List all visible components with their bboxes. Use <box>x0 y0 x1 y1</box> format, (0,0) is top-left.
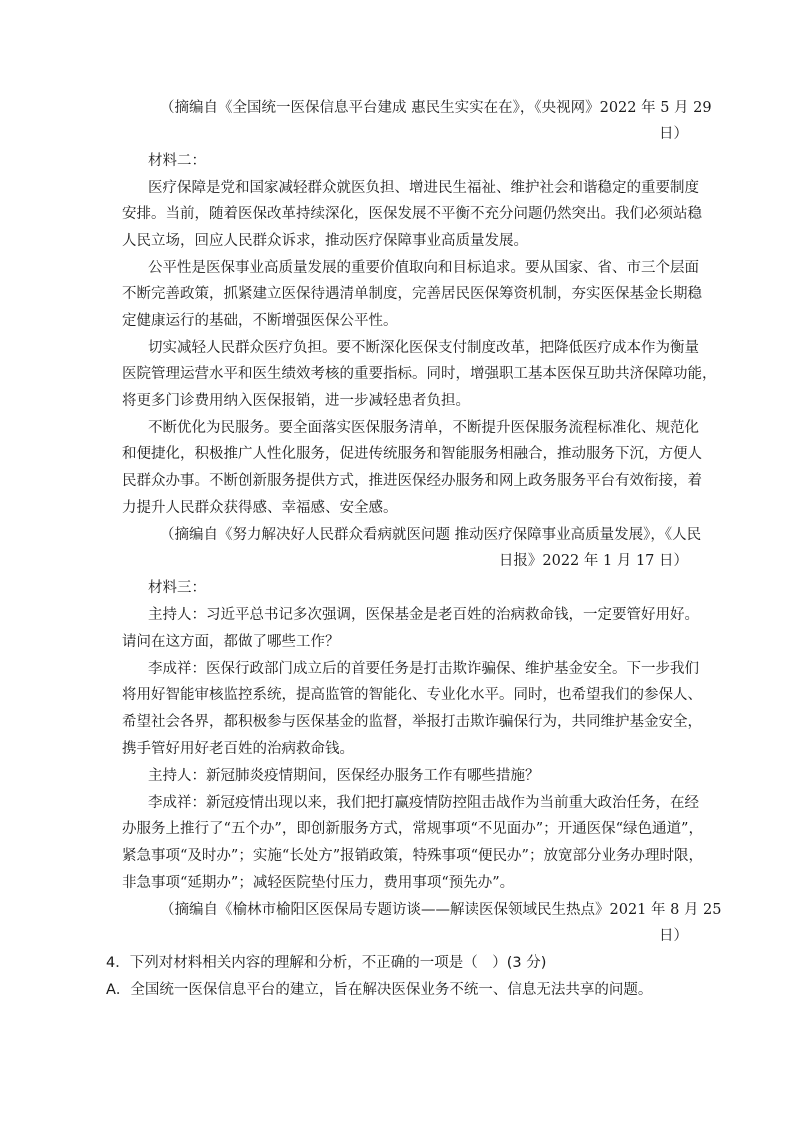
material3-p2-line4: 携手管好用好老百姓的治病救命钱。 <box>122 741 354 757</box>
question-stem: 4．下列对材料相关内容的理解和分析，不正确的一项是（ ）(3 分) <box>106 955 547 971</box>
material3-p2-line2: 将用好智能审核监控系统，提高监管的智能化、专业化水平。同时，也希望我们的参保人、 <box>122 687 702 703</box>
source3-line1: （摘编自《榆林市榆阳区医保局专题访谈——解读医保领域民生热点》2021 年 8 月 25 <box>160 902 722 918</box>
material3-p1-line2: 请问在这方面，都做了哪些工作？ <box>122 634 340 650</box>
material3-p2-line1: 李成祥：医保行政部门成立后的首要任务是打击欺诈骗保、维护基金安全。下一步我们 <box>148 661 699 677</box>
source1-line2: 日） <box>659 126 688 142</box>
material3-p4-line3: 紧急事项“及时办”；实施“长处方”报销政策，特殊事项“便民办”；放宽部分业务办理时限， <box>122 848 703 864</box>
material2-p2-line3: 定健康运行的基础，不断增强医保公平性。 <box>122 313 398 329</box>
material2-p4-line4: 力提升人民群众获得感、幸福感、安全感。 <box>122 500 398 516</box>
material2-p4-line3: 民群众办事。不断创新服务提供方式，推进医保经办服务和网上政务服务平台有效衔接，着 <box>122 473 702 489</box>
material3-p4-line2: 办服务上推行了“五个办”，即创新服务方式，常规事项“不见面办”；开通医保“绿色通道”， <box>122 821 703 837</box>
material2-p2-line2: 不断完善政策，抓紧建立医保待遇清单制度，完善居民医保筹资机制，夯实医保基金长期稳 <box>122 286 702 302</box>
material3-p4-line4: 非急事项“延期办”；减轻医院垫付压力，费用事项“预先办”。 <box>122 875 515 891</box>
material3-p2-line3: 希望社会各界，都积极参与医保基金的监督，举报打击欺诈骗保行为，共同维护基金安全， <box>122 714 702 730</box>
material2-p1-line2: 安排。当前，随着医保改革持续深化，医保发展不平衡不充分问题仍然突出。我们必须站稳 <box>122 206 702 222</box>
material2-p1-line1: 医疗保障是党和国家减轻群众就医负担、增进民生福祉、维护社会和谐稳定的重要制度 <box>148 180 699 196</box>
material2-p3-line1: 切实减轻人民群众医疗负担。要不断深化医保支付制度改革，把降低医疗成本作为衡量 <box>148 340 699 356</box>
material2-p3-line2: 医院管理运营水平和医生绩效考核的重要指标。同时，增强职工基本医保互助共济保障功能， <box>122 366 717 382</box>
material3-p3-line1: 主持人：新冠肺炎疫情期间，医保经办服务工作有哪些措施？ <box>148 768 540 784</box>
source2-line2: 日报》2022 年 1 月 17 日） <box>498 553 688 569</box>
material2-p2-line1: 公平性是医保事业高质量发展的重要价值取向和目标追求。要从国家、省、市三个层面 <box>148 260 699 276</box>
source3-line2: 日） <box>659 928 688 944</box>
source2-line1: （摘编自《努力解决好人民群众看病就医问题 推动医疗保障事业高质量发展》，《人民 <box>160 527 702 543</box>
material2-p4-line1: 不断优化为民服务。要全面落实医保服务清单，不断提升医保服务流程标准化、规范化 <box>148 420 699 436</box>
material2-p4-line2: 和便捷化，积极推广人性化服务，促进传统服务和智能服务相融合，推动服务下沉，方便人 <box>122 446 702 462</box>
material2-p1-line3: 人民立场，回应人民群众诉求，推动医疗保障事业高质量发展。 <box>122 233 528 249</box>
material2-p3-line3: 将更多门诊费用纳入医保报销，进一步减轻患者负担。 <box>122 393 470 409</box>
material3-p4-line1: 李成祥：新冠疫情出现以来，我们把打赢疫情防控阻击战作为当前重大政治任务，在经 <box>148 795 699 811</box>
material3-p1-line1: 主持人：习近平总书记多次强调，医保基金是老百姓的治病救命钱，一定要管好用好。 <box>148 607 699 623</box>
material3-heading: 材料三： <box>148 580 206 596</box>
source1-line1: （摘编自《全国统一医保信息平台建成 惠民生实实在在》，《央视网》2022 年 5 月 29 <box>160 100 712 116</box>
question-option-a: A．全国统一医保信息平台的建立，旨在解决医保业务不统一、信息无法共享的问题。 <box>106 982 653 998</box>
material2-heading: 材料二： <box>148 153 206 169</box>
